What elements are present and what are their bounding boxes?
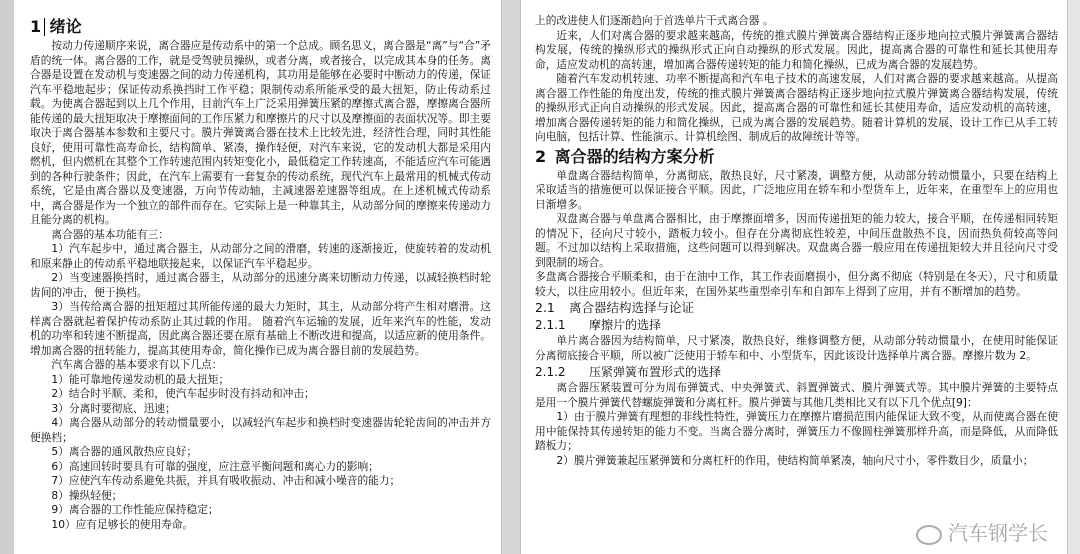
heading-number: 1 bbox=[30, 17, 42, 36]
list-item: 4）离合器从动部分的转动惯量要小，以减轻汽车起步和换档时变速器齿轮轮齿间的冲击并方便换档； bbox=[30, 416, 491, 444]
heading-number: 2.1.1 bbox=[535, 318, 566, 332]
paragraph: 单片离合器因为结构简单，尺寸紧凑，散热良好，维修调整方便，从动部分转动惯量小，在使用时能保证分离彻底接合平顺，所以被广泛使用于轿车和中、小型货车，因此该设计选择单片离合器。摩擦片数为 2。 bbox=[535, 334, 1058, 362]
paragraph: 离合器压紧装置可分为周布弹簧式、中央弹簧式、斜置弹簧式、膜片弹簧式等。其中膜片弹簧的主要特点是用一个膜片弹簧代替螺旋弹簧和分离杠杆。膜片弹簧与其他几类相比又有以下几个优点[9]： bbox=[535, 381, 1058, 409]
list-item: 2）结合时平顺、柔和，使汽车起步时没有抖动和冲击； bbox=[51, 387, 315, 400]
heading-title: 摩擦片的选择 bbox=[589, 318, 662, 332]
list-item: 9）离合器的工作性能应保持稳定； bbox=[51, 503, 219, 516]
paragraph: 近来，人们对离合器的要求越来越高，传统的推式膜片弹簧离合器结构正逐步地向拉式膜片弹簧离合器结构发展，传统的操纵形式的操纵形式正向自动操纵的形式发展。因此，提高离合器的可靠性和延长其使用寿命，适应发动机的高转速，增加离合器传递转矩的能力和简化操纵，已成为离合器的发展趋势。 bbox=[535, 28, 1058, 71]
paragraph: 1）汽车起步中，通过离合器主，从动部分之间的滑磨，转速的逐渐接近，使旋转着的发动机和原来静止的传动系平稳地联接起来，以保证汽车平稳起步。 bbox=[30, 242, 491, 270]
list-item: 6）高速回转时要具有可靠的强度，应注意平衡问题和离心力的影响； bbox=[51, 459, 379, 473]
text-cursor bbox=[44, 18, 45, 36]
heading-title: 离合器的结构方案分析 bbox=[554, 146, 715, 166]
heading-title: 压紧弹簧布置形式的选择 bbox=[589, 365, 722, 379]
paragraph: 双盘离合器与单盘离合器相比，由于摩擦面增多，因而传递扭矩的能力较大，接合平顺，在传递相同转矩的情况下，径向尺寸较小，踏板力较小。但存在分离彻底性较差，中间压盘散热不良，因而热负荷较高等问题。不过加以结构上采取措施，这些问题可以得到解决。双盘离合器一般应用在传递扭矩较大并且径向尺寸受到限制的场合。 bbox=[535, 212, 1058, 269]
paragraph: 离合器的基本功能有三： bbox=[51, 227, 169, 241]
heading-number: 2.1.2 bbox=[535, 365, 566, 379]
heading-1 bbox=[535, 148, 1058, 166]
watermark bbox=[916, 517, 1048, 546]
list-item: 2）膜片弹簧兼起压紧弹簧和分离杠杆的作用，使结构简单紧凑，轴向尺寸小，零件数目少，质量小； bbox=[556, 453, 1034, 467]
list-item: 7）应使汽车传动系避免共振，并具有吸收振动、冲击和减小噪音的能力； bbox=[51, 474, 401, 487]
vertical-scrollbar[interactable] bbox=[1067, 0, 1080, 554]
heading-number: 2.1 bbox=[535, 300, 555, 315]
heading-number: 2 bbox=[535, 146, 547, 166]
list-item: 10）应有足够长的使用寿命。 bbox=[51, 517, 194, 531]
document-page-left bbox=[14, 0, 502, 554]
list-item: 1）由于膜片弹簧有理想的非线性特性，弹簧压力在摩擦片磨损范围内能保证大致不变，从而使离合器在使用中能保持其传递转矩的能力不变。当离合器分离时，弹簧压力不像圆柱弹簧那样升高，而是降低，从而降低踏板力； bbox=[535, 410, 1058, 452]
paragraph: 按动力传递顺序来说，离合器应是传动系中的第一个总成。顾名思义，离合器是“离”与“合”矛盾的统一体。离合器的工作，就是受驾驶员操纵，或者分离，或者接合，以完成其本身的任务。离合器是设置在发动机与变速器之间的动力传递机构，其功用是能够在必要时中断动力的传递，保证汽车平稳地起步；保证传动系换挡时工作平稳；限制传动系所能承受的最大扭矩，防止传动系过载。为使离合器起到以上几个作用，目前汽车上广泛采用弹簧压紧的摩擦式离合器，摩擦离合器所能传递的最大扭矩取决于摩擦面间的工作压紧力和摩擦片的尺寸以及摩擦面的表面状况等。即主要取决于离合器基本参数和主要尺寸。膜片弹簧离合器在技术上比较先进，经济性合理，同时其性能良好，使用可靠性高寿命长，结构简单、紧凑，操作轻便，对汽车来说，它的发动机大都是采用内燃机，但内燃机在其整个工作转速范围内转矩变化小，最低稳定工作转速高，不能适应汽车可能遇到的各种行驶条件；因此，在汽车上需要有一套复杂的传动系统，现代汽车上最常用的机械式传动系统，它是由离合器以及变速器，万向节传动轴，主减速器差速器等组成。在上述机械式传动系中，离合器是作为一个独立的部件而存在。它实际上是一种靠其主，从动部分间的摩擦来传递动力且能分离的机构。 bbox=[30, 39, 491, 226]
heading-2 bbox=[535, 300, 1058, 316]
list-item: 8）操纵轻便； bbox=[51, 488, 123, 502]
paragraph: 汽车离合器的基本要求有以下几点： bbox=[51, 358, 223, 371]
watermark-text: 汽车钢学长 bbox=[948, 521, 1048, 545]
document-page-right bbox=[520, 0, 1068, 554]
wechat-icon bbox=[916, 525, 942, 545]
heading-1 bbox=[30, 18, 491, 36]
paragraph: 2）当变速器换挡时，通过离合器主，从动部分的迅速分离来切断动力传递，以减轻换档时轮齿间的冲击，便于换档。 bbox=[30, 271, 491, 299]
heading-title: 绪论 bbox=[49, 17, 82, 36]
paragraph: 单盘离合器结构简单，分离彻底，散热良好，尺寸紧凑，调整方便，从动部分转动惯量小，只要在结构上采取适当的措施便可以保证接合平顺。因此，广泛地应用在轿车和小型货车上，近年来，在重型车上的应用也日渐增多。 bbox=[535, 168, 1058, 211]
paragraph: 3）当传给离合器的扭矩超过其所能传递的最大力矩时，其主，从动部分将产生相对磨滑。这样离合器就起着保护传动系防止其过载的作用。 随着汽车运输的发展，近年来汽车的性能，发动机的功率和转速不断提高，因此离合器还要在原有基础上不断改进和提高，以适应新的使用条件。增加离合器的扭转能力，提高其使用寿命，简化操作已成为离合器目前的发展趋势。 bbox=[30, 300, 491, 357]
heading-3 bbox=[535, 317, 1058, 333]
paragraph: 上的改进使人们逐渐趋向于首选单片干式离合器 。 bbox=[535, 14, 774, 27]
page-gutter bbox=[502, 0, 520, 554]
list-item: 1）能可靠地传递发动机的最大扭矩； bbox=[51, 372, 230, 386]
list-item: 5）离合器的通风散热应良好； bbox=[51, 445, 198, 458]
heading-3 bbox=[535, 364, 1058, 380]
heading-title: 离合器结构选择与论证 bbox=[569, 300, 695, 315]
paragraph: 多盘离合器接合平顺柔和，由于在油中工作，其工作表面磨损小，但分离不彻底（特别是在冬天），尺寸和质量较大，以往应用较小。但近年来，在国外某些重型牵引车和自卸车上得到了应用，并有不断增加的趋势。 bbox=[535, 270, 1058, 298]
list-item: 3）分离时要彻底、迅速； bbox=[51, 401, 176, 415]
paragraph: 随着汽车发动机转速、功率不断提高和汽车电子技术的高速发展，人们对离合器的要求越来越高。从提高离合器工作性能的角度出发，传统的推式膜片弹簧离合器结构正逐步地向拉式膜片弹簧离合器结构发展，传统的操纵形式正向自动操纵的形式发展。因此，提高离合器的可靠性和延长其使用寿命，适应发动机的高转速，增加离合器传递转矩的能力和简化操纵，已成为离合器的发展趋势。随着计算机的发展，设计工作已从手工转向电脑，包括计算、性能演示、计算机绘图、制成后的故障统计等等。 bbox=[535, 72, 1058, 143]
